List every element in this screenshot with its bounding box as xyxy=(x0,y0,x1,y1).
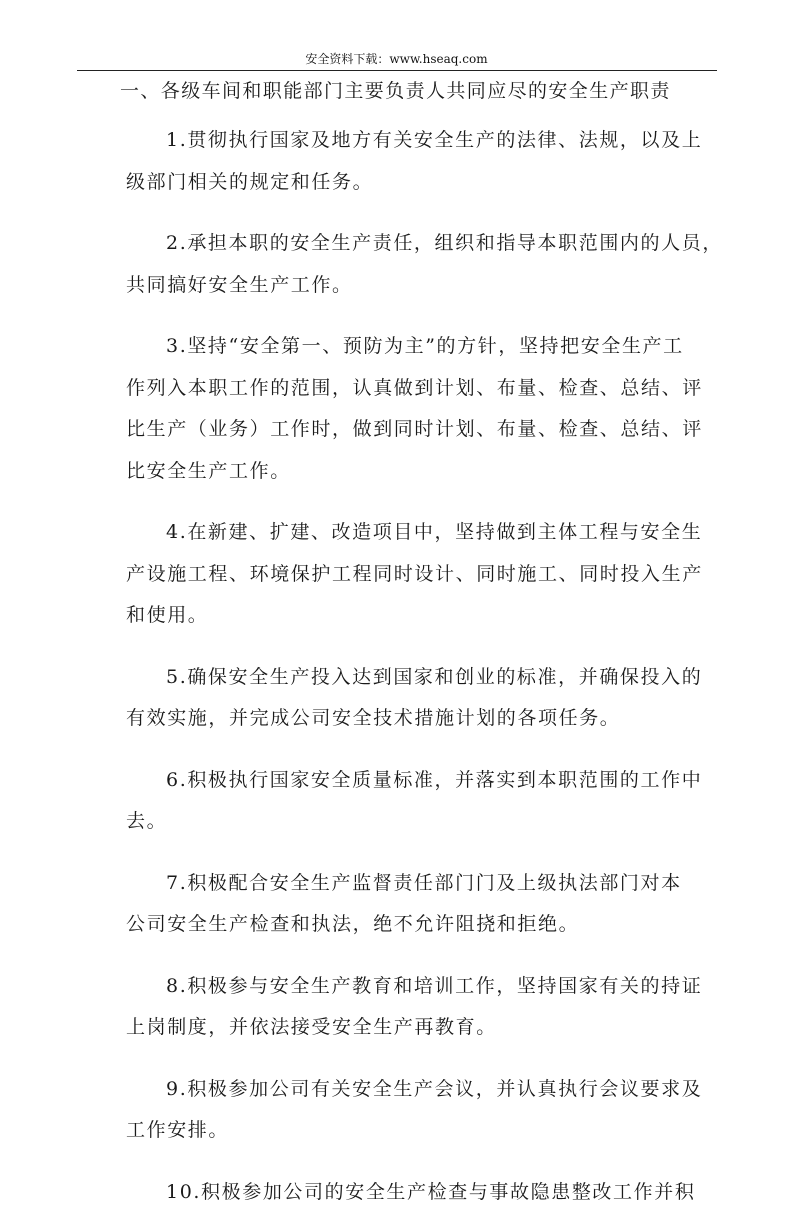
duty-item xyxy=(126,863,722,946)
duty-item xyxy=(126,657,722,740)
duty-item-line: 8.积极参与安全生产教育和培训工作，坚持国家有关的持证 xyxy=(126,966,722,1008)
section-title: 一、各级车间和职能部门主要负责人共同应尽的安全生产职责 xyxy=(120,80,722,102)
duty-item-line: 级部门相关的规定和任务。 xyxy=(86,162,722,204)
duty-item xyxy=(126,1172,722,1213)
duty-item-line: 公司安全生产检查和执法，绝不允许阻挠和拒绝。 xyxy=(86,904,722,946)
duty-item-line: 有效实施，并完成公司安全技术措施计划的各项任务。 xyxy=(86,698,722,740)
document-body xyxy=(126,80,722,1213)
duty-item-line: 作列入本职工作的范围，认真做到计划、布量、检查、总结、评 xyxy=(86,368,722,410)
duty-item-line: 上岗制度，并依法接受安全生产再教育。 xyxy=(86,1007,722,1049)
duty-item xyxy=(126,223,722,306)
duty-item-line: 产设施工程、环境保护工程同时设计、同时施工、同时投入生产 xyxy=(86,554,722,596)
duty-item-line: 3.坚持“安全第一、预防为主”的方针，坚持把安全生产工 xyxy=(126,326,722,368)
duty-item-line: 比生产（业务）工作时，做到同时计划、布量、检查、总结、评 xyxy=(86,409,722,451)
duty-item-line: 共同搞好安全生产工作。 xyxy=(86,265,722,307)
duty-item-line: 和使用。 xyxy=(86,595,722,637)
duty-item-line: 1.贯彻执行国家及地方有关安全生产的法律、法规，以及上 xyxy=(126,120,722,162)
duty-item xyxy=(126,760,722,843)
duty-item-line: 比安全生产工作。 xyxy=(86,451,722,493)
duty-item-line: 2.承担本职的安全生产责任，组织和指导本职范围内的人员， xyxy=(126,223,722,265)
duty-item-line: 6.积极执行国家安全质量标准，并落实到本职范围的工作中 xyxy=(126,760,722,802)
duty-item xyxy=(126,326,722,492)
duty-list xyxy=(126,120,722,1213)
header-divider xyxy=(77,70,717,71)
duty-item xyxy=(126,120,722,203)
duty-item xyxy=(126,966,722,1049)
duty-item-line: 7.积极配合安全生产监督责任部门门及上级执法部门对本 xyxy=(126,863,722,905)
duty-item-line: 4.在新建、扩建、改造项目中，坚持做到主体工程与安全生 xyxy=(126,512,722,554)
duty-item-line: 工作安排。 xyxy=(86,1110,722,1152)
duty-item-line: 去。 xyxy=(86,801,722,843)
duty-item-line: 5.确保安全生产投入达到国家和创业的标准，并确保投入的 xyxy=(126,657,722,699)
duty-item xyxy=(126,512,722,637)
duty-item-line: 9.积极参加公司有关安全生产会议，并认真执行会议要求及 xyxy=(126,1069,722,1111)
duty-item xyxy=(126,1069,722,1152)
duty-item-line: 10.积极参加公司的安全生产检查与事故隐患整改工作并积 xyxy=(126,1172,722,1213)
page-header: 安全资料下载：www.hseaq.com xyxy=(0,52,793,66)
